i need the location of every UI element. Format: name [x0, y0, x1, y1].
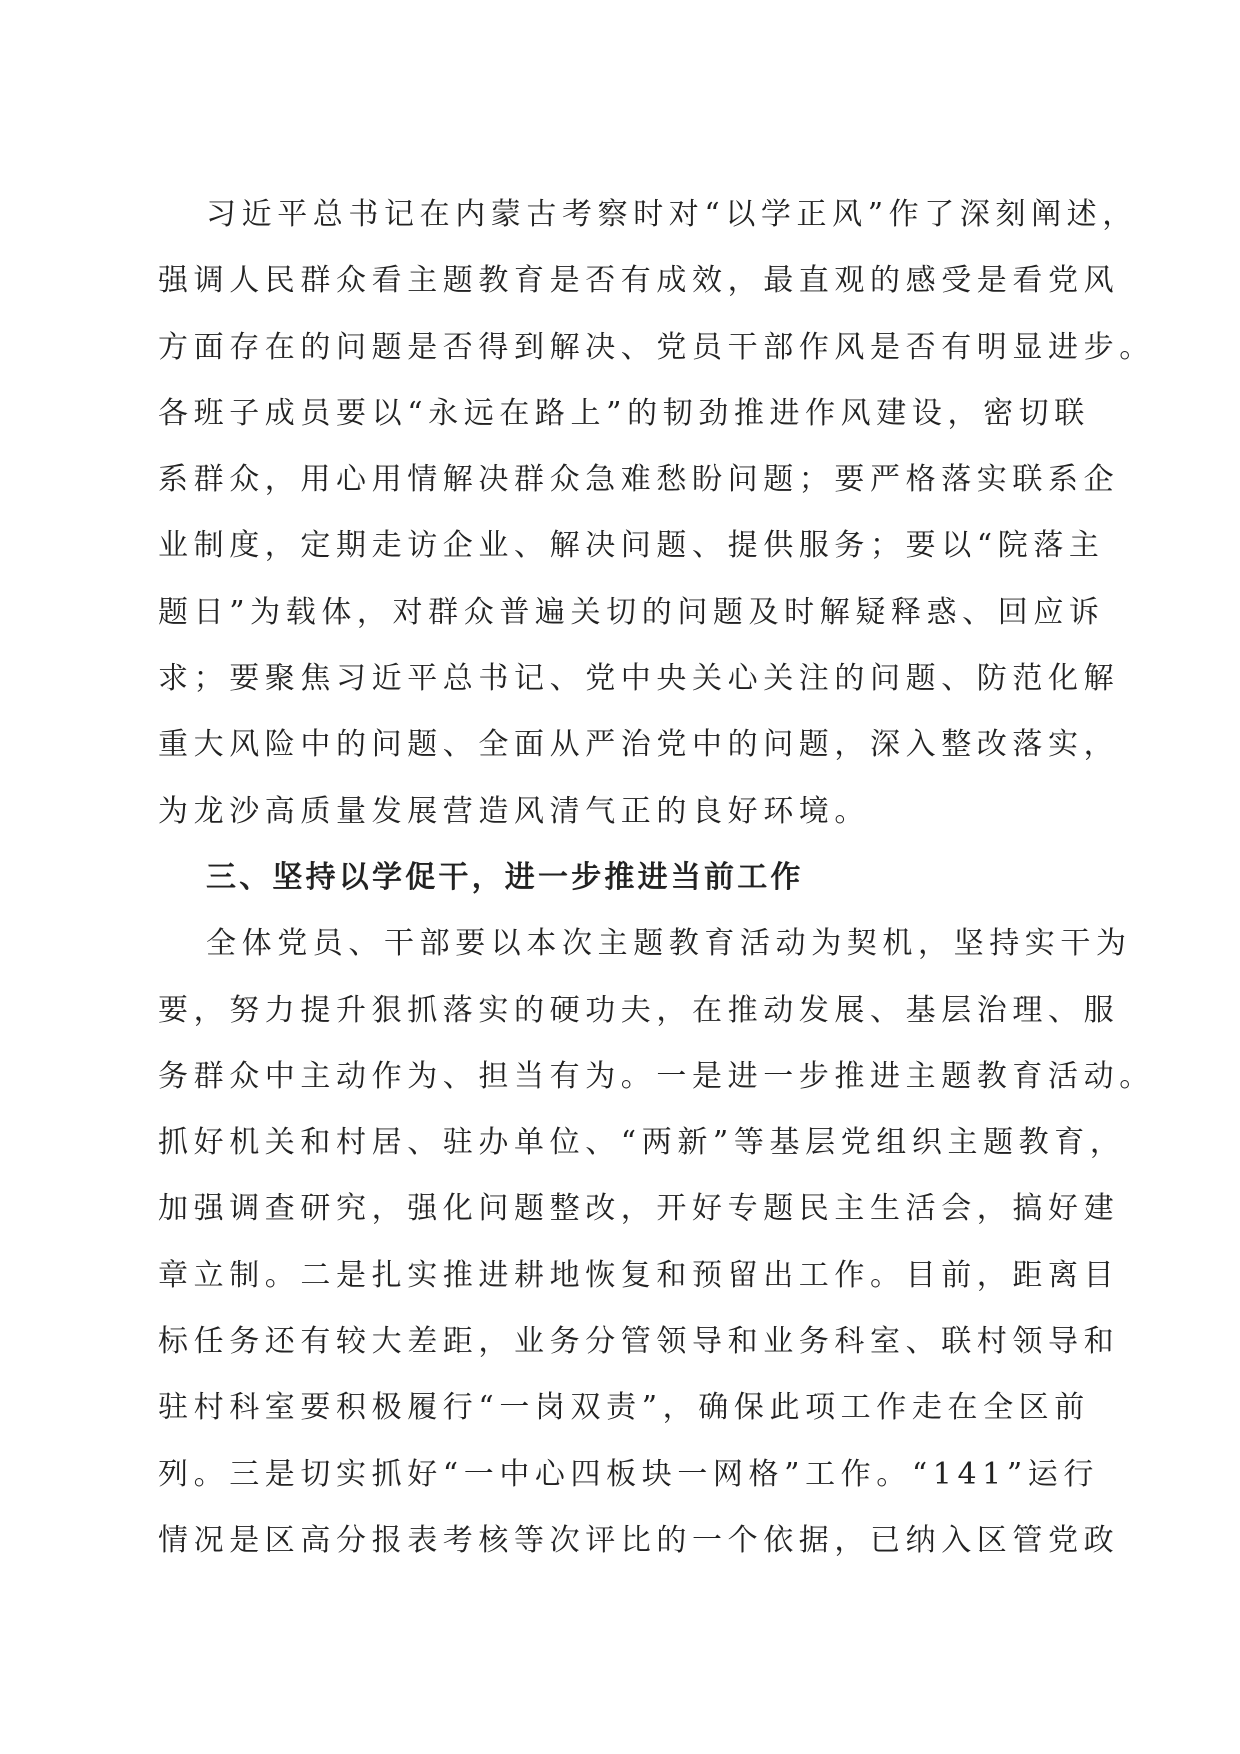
section-heading: 三、坚持以学促干，进一步推进当前工作 — [206, 859, 804, 895]
paragraph-line: 加强调查研究，强化问题整改，开好专题民主生活会，搞好建 — [158, 1191, 1120, 1227]
paragraph-line: 强调人民群众看主题教育是否有成效，最直观的感受是看党风 — [158, 263, 1120, 299]
paragraph-line: 习近平总书记在内蒙古考察时对“以学正风”作了深刻阐述， — [206, 197, 1138, 232]
paragraph-line: 业制度，定期走访企业、解决问题、提供服务；要以“院落主 — [158, 528, 1105, 564]
paragraph-line: 标任务还有较大差距，业务分管领导和业务科室、联村领导和 — [158, 1324, 1120, 1360]
paragraph-line: 务群众中主动作为、担当有为。一是进一步推进主题教育活动。 — [158, 1058, 1155, 1094]
paragraph-line: 重大风险中的问题、全面从严治党中的问题，深入整改落实， — [158, 727, 1120, 763]
paragraph-line: 要，努力提升狠抓落实的硬功夫，在推动发展、基层治理、服 — [158, 992, 1120, 1028]
paragraph-line: 驻村科室要积极履行“一岗双责”，确保此项工作走在全区前 — [158, 1390, 1090, 1426]
paragraph-line: 方面存在的问题是否得到解决、党员干部作风是否有明显进步。 — [158, 329, 1155, 365]
paragraph-line: 章立制。二是扎实推进耕地恢复和预留出工作。目前，距离目 — [158, 1257, 1120, 1293]
paragraph-line: 情况是区高分报表考核等次评比的一个依据，已纳入区管党政 — [158, 1522, 1120, 1558]
paragraph-line: 求；要聚焦习近平总书记、党中央关心关注的问题、防范化解 — [158, 661, 1120, 697]
paragraph-line: 系群众，用心用情解决群众急难愁盼问题；要严格落实联系企 — [158, 462, 1120, 498]
paragraph-line: 题日”为载体，对群众普遍关切的问题及时解疑释惑、回应诉 — [158, 594, 1105, 630]
document-body — [158, 182, 1155, 1574]
paragraph-line: 各班子成员要以“永远在路上”的韧劲推进作风建设，密切联 — [158, 395, 1090, 431]
paragraph-line: 列。三是切实抓好“一中心四板块一网格”工作。“141”运行 — [158, 1456, 1100, 1492]
paragraph-line: 为龙沙高质量发展营造风清气正的良好环境。 — [158, 793, 870, 829]
paragraph-line: 全体党员、干部要以本次主题教育活动为契机，坚持实干为 — [206, 926, 1132, 962]
paragraph-line: 抓好机关和村居、驻办单位、“两新”等基层党组织主题教育， — [158, 1125, 1126, 1161]
